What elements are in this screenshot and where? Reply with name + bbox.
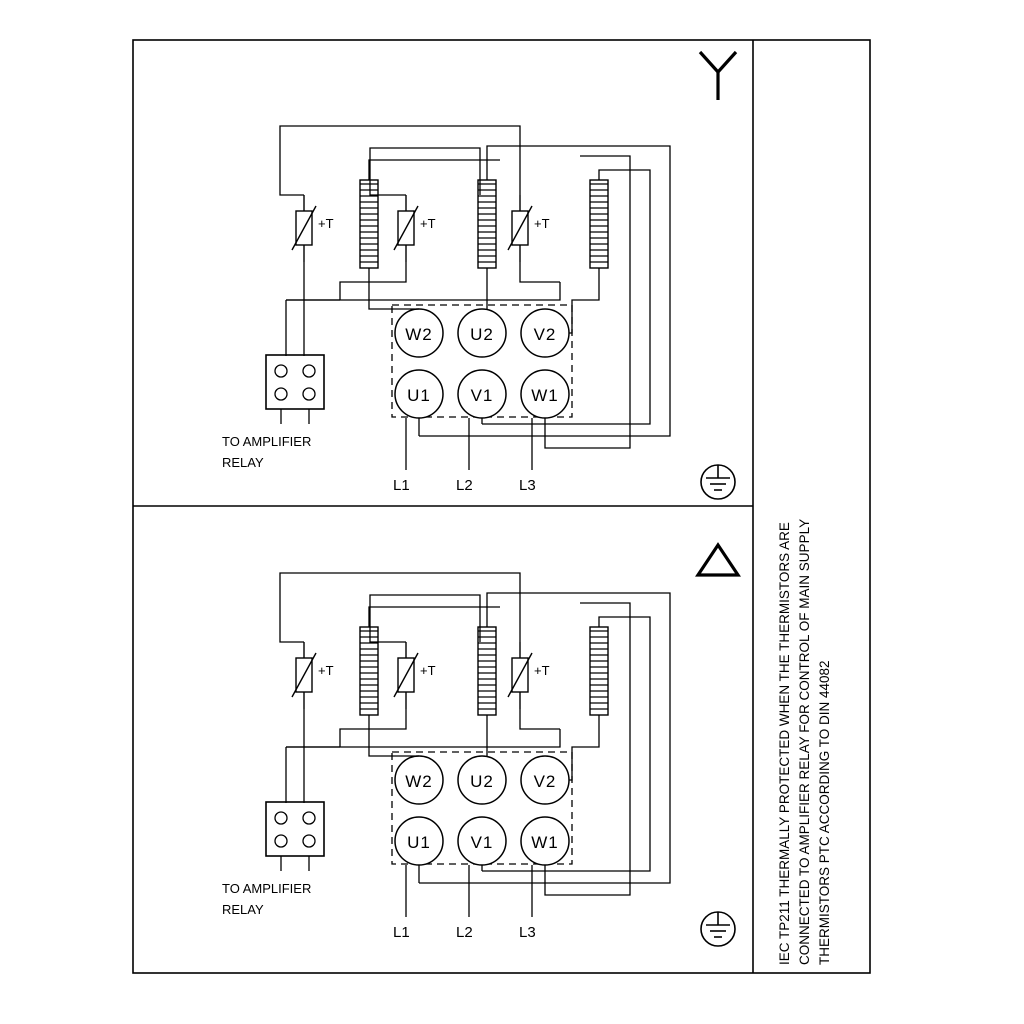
thermistor-label-3: +T [534, 216, 550, 231]
earth-ground-symbol [701, 465, 735, 499]
amplifier-terminal-block [266, 355, 324, 424]
terminal-label-v2: V2 [533, 772, 557, 791]
earth-ground-symbol [701, 912, 735, 946]
terminal-label-w1: W1 [531, 833, 559, 852]
supply-label-l3: L3 [519, 924, 536, 941]
delta-connection-symbol [698, 545, 738, 575]
terminal-label-v1: V1 [470, 833, 494, 852]
thermistor-label-2: +T [420, 216, 436, 231]
terminal-label-u1: U1 [407, 386, 431, 405]
supply-label-l3: L3 [519, 477, 536, 494]
terminal-label-u1: U1 [407, 833, 431, 852]
terminal-label-u2: U2 [470, 325, 494, 344]
amplifier-label-line-1: TO AMPLIFIER [222, 881, 312, 896]
amplifier-terminal-block [266, 802, 324, 871]
supply-label-l2: L2 [456, 924, 473, 941]
terminal-label-u2: U2 [470, 772, 494, 791]
thermistor-label-1: +T [318, 216, 334, 231]
star-y-connection-symbol [700, 52, 736, 100]
terminal-label-v1: V1 [470, 386, 494, 405]
winding-coils [360, 627, 608, 715]
terminal-label-w2: W2 [405, 325, 433, 344]
terminal-label-w2: W2 [405, 772, 433, 791]
amplifier-label-line-1: TO AMPLIFIER [222, 434, 312, 449]
supply-label-l2: L2 [456, 477, 473, 494]
supply-label-l1: L1 [393, 477, 410, 494]
supply-label-l1: L1 [393, 924, 410, 941]
note-line-3: THERMISTORS PTC ACCORDING TO DIN 44082 [817, 660, 832, 965]
panel-delta [222, 545, 738, 946]
amplifier-label-line-2: RELAY [222, 455, 264, 470]
thermistor-label-1: +T [318, 663, 334, 678]
thermistor-label-3: +T [534, 663, 550, 678]
winding-coils [360, 180, 608, 268]
amplifier-label-line-2: RELAY [222, 902, 264, 917]
panel-star [222, 52, 736, 499]
note-block [777, 519, 832, 965]
note-line-1: IEC TP211 THERMALLY PROTECTED WHEN THE THERMISTORS ARE [777, 522, 792, 965]
terminal-label-w1: W1 [531, 386, 559, 405]
note-line-2: CONNECTED TO AMPLIFIER RELAY FOR CONTROL OF MAIN SUPPLY [797, 518, 812, 965]
terminal-label-v2: V2 [533, 325, 557, 344]
thermistor-label-2: +T [420, 663, 436, 678]
